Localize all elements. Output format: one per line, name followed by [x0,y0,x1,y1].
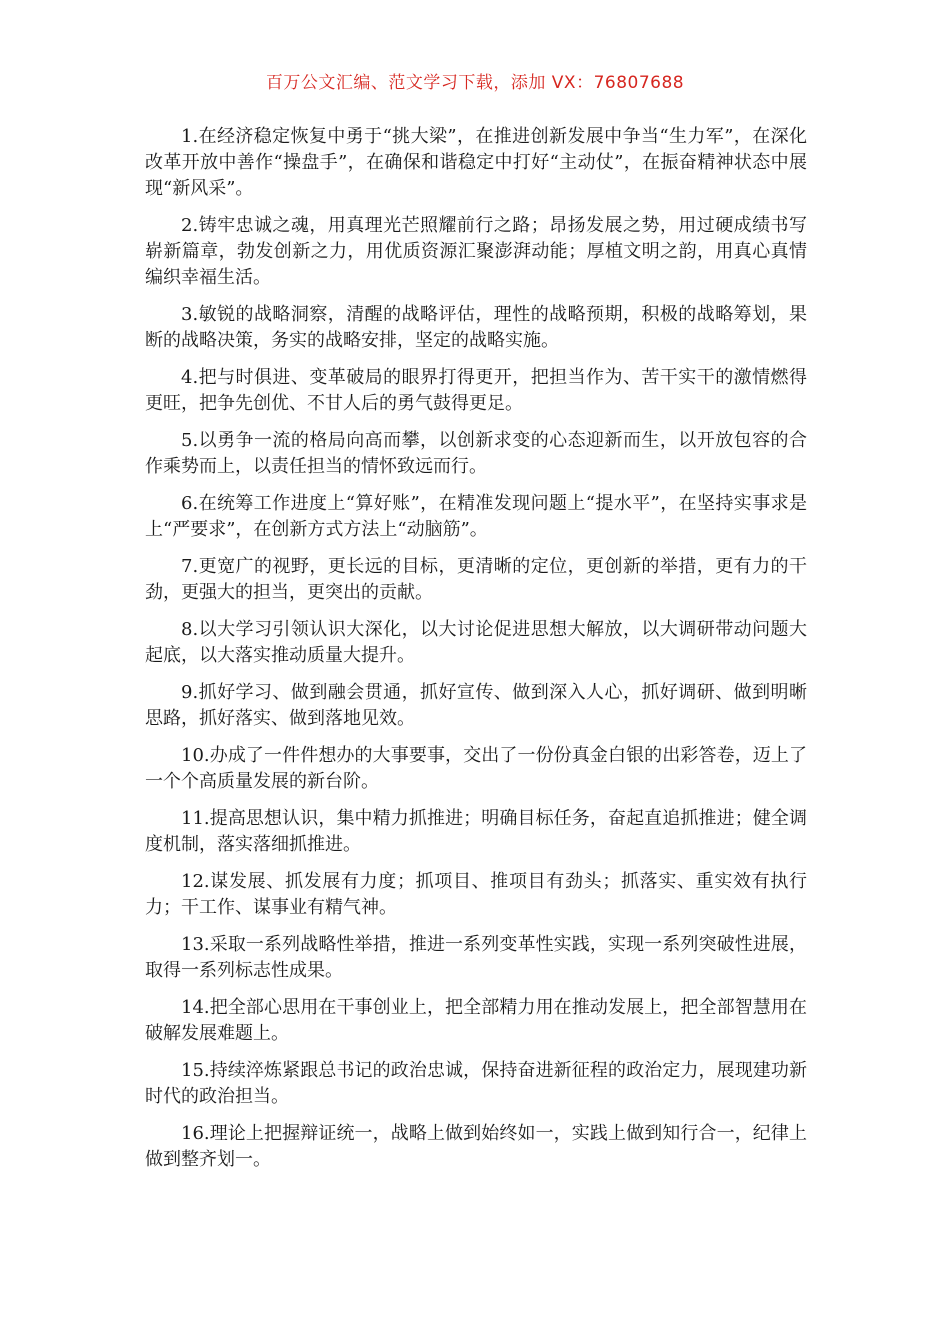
paragraph-2: 2.铸牢忠诚之魂，用真理光芒照耀前行之路；昂扬发展之势，用过硬成绩书写崭新篇章，勃发创新之力，用优质资源汇聚澎湃动能；厚植文明之韵，用真心真情编织幸福生活。 [145,215,807,288]
paragraph-3: 3.敏锐的战略洞察，清醒的战略评估，理性的战略预期，积极的战略筹划，果断的战略决策，务实的战略安排，坚定的战略实施。 [145,304,807,351]
paragraph-5: 5.以勇争一流的格局向高而攀，以创新求变的心态迎新而生，以开放包容的合作乘势而上，以责任担当的情怀致远而行。 [145,430,807,477]
paragraph-14: 14.把全部心思用在干事创业上，把全部精力用在推动发展上，把全部智慧用在破解发展难题上。 [145,997,807,1044]
paragraph-9: 9.抓好学习、做到融会贯通，抓好宣传、做到深入人心，抓好调研、做到明晰思路，抓好落实、做到落地见效。 [145,682,807,729]
paragraph-12: 12.谋发展、抓发展有力度；抓项目、推项目有劲头；抓落实、重实效有执行力；干工作、谋事业有精气神。 [145,871,807,918]
paragraph-8: 8.以大学习引领认识大深化，以大讨论促进思想大解放，以大调研带动问题大起底，以大落实推动质量大提升。 [145,619,807,666]
paragraph-6: 6.在统筹工作进度上“算好账”，在精准发现问题上“提水平”，在坚持实事求是上“严要求”，在创新方式方法上“动脑筋”。 [145,493,807,540]
paragraph-13: 13.采取一系列战略性举措，推进一系列变革性实践，实现一系列突破性进展，取得一系列标志性成果。 [145,934,807,981]
paragraph-11: 11.提高思想认识，集中精力抓推进；明确目标任务，奋起直追抓推进；健全调度机制，落实落细抓推进。 [145,808,807,855]
header-watermark-text: 百万公文汇编、范文学习下载，添加 VX：76807688 [265,73,685,93]
paragraph-10: 10.办成了一件件想办的大事要事，交出了一份份真金白银的出彩答卷，迈上了一个个高质量发展的新台阶。 [145,745,807,792]
document-body [145,124,807,1184]
paragraph-16: 16.理论上把握辩证统一，战略上做到始终如一，实践上做到知行合一，纪律上做到整齐划一。 [145,1123,807,1170]
paragraph-4: 4.把与时俱进、变革破局的眼界打得更开，把担当作为、苦干实干的激情燃得更旺，把争先创优、不甘人后的勇气鼓得更足。 [145,367,807,414]
paragraph-15: 15.持续淬炼紧跟总书记的政治忠诚，保持奋进新征程的政治定力，展现建功新时代的政治担当。 [145,1060,807,1107]
paragraph-1: 1.在经济稳定恢复中勇于“挑大梁”，在推进创新发展中争当“生力军”，在深化改革开放中善作“操盘手”，在确保和谐稳定中打好“主动仗”，在振奋精神状态中展现“新风采”。 [145,126,807,199]
paragraph-7: 7.更宽广的视野，更长远的目标，更清晰的定位，更创新的举措，更有力的干劲，更强大的担当，更突出的贡献。 [145,556,807,603]
